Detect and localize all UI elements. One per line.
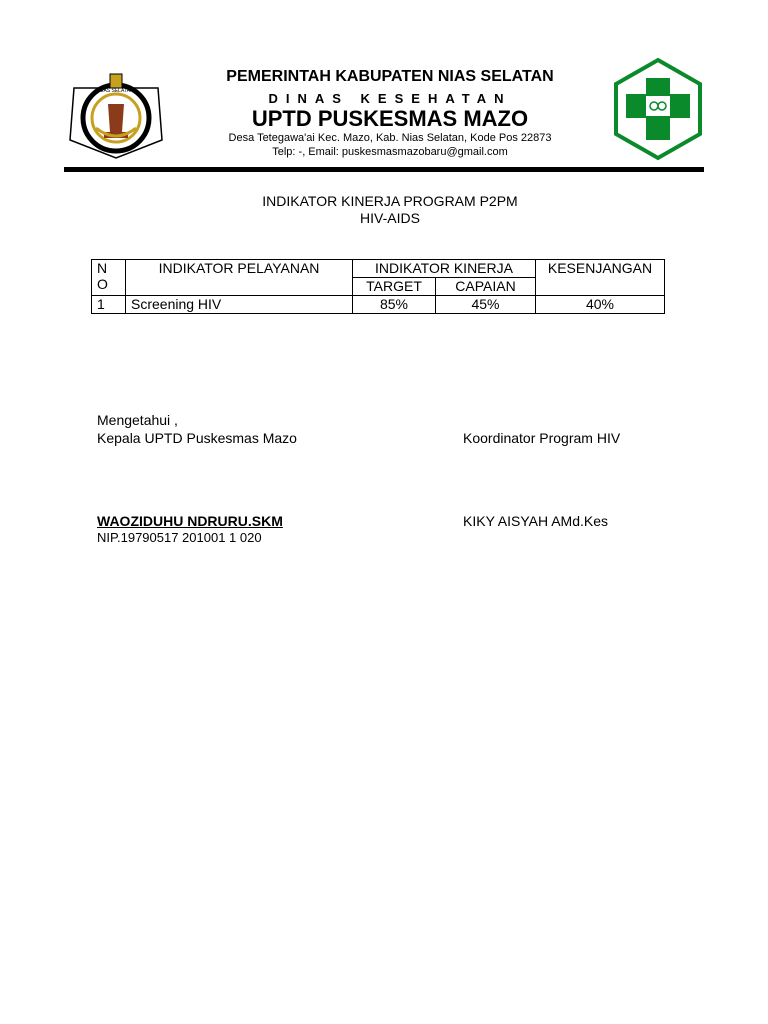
cell-indikator: Screening HIV	[126, 296, 353, 314]
regency-emblem-logo	[66, 70, 166, 160]
cell-target: 85%	[353, 296, 436, 314]
header-indikator-pelayanan: INDIKATOR PELAYANAN	[126, 260, 353, 296]
header-capaian: CAPAIAN	[436, 278, 536, 296]
header-address: Desa Tetegawa'ai Kec. Mazo, Kab. Nias Selatan, Kode Pos 22873	[228, 132, 552, 144]
acknowledged-label: Mengetahui ,	[97, 412, 178, 428]
header-indikator-kinerja: INDIKATOR KINERJA	[353, 260, 536, 278]
puskesmas-logo	[610, 56, 706, 162]
header-puskesmas: UPTD PUSKESMAS MAZO	[251, 106, 529, 131]
right-signer-name: KIKY AISYAH AMd.Kes	[463, 513, 608, 529]
emblem-text: NIAS SELATAN	[98, 88, 134, 94]
header-department: DINAS KESEHATAN	[268, 91, 512, 106]
header-divider	[64, 167, 704, 172]
header-contact: Telp: -, Email: puskesmasmazobaru@gmail.com	[272, 146, 508, 158]
right-signer-role: Koordinator Program HIV	[463, 430, 621, 446]
cell-capaian: 45%	[436, 296, 536, 314]
header-no: N O	[92, 260, 126, 296]
header-government: PEMERINTAH KABUPATEN NIAS SELATAN	[226, 68, 554, 85]
left-signer-name: WAOZIDUHU NDRURU.SKM	[97, 513, 283, 529]
header-target: TARGET	[353, 278, 436, 296]
table-row	[92, 296, 665, 314]
left-signer-role: Kepala UPTD Puskesmas Mazo	[97, 430, 297, 446]
table-header-row	[92, 260, 665, 278]
document-subtitle: HIV-AIDS	[360, 210, 420, 226]
header-kesenjangan: KESENJANGAN	[536, 260, 665, 296]
cell-no: 1	[92, 296, 126, 314]
left-signer-nip: NIP.19790517 201001 1 020	[97, 530, 262, 545]
performance-indicator-table	[91, 259, 665, 314]
document-title: INDIKATOR KINERJA PROGRAM P2PM	[262, 193, 518, 209]
cell-kesenjangan: 40%	[536, 296, 665, 314]
